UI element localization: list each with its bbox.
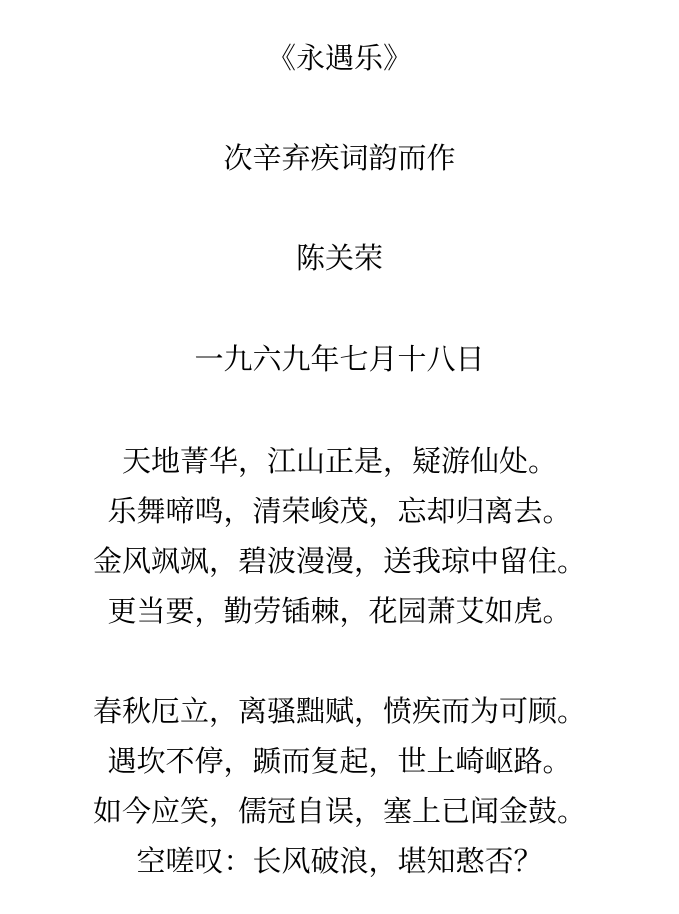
poem-line: 乐舞啼鸣，清荣峻茂，忘却归离去。 xyxy=(107,494,572,528)
poem-subtitle: 次辛弃疾词韵而作 xyxy=(223,141,456,175)
poem-line: 如今应笑，儒冠自误，塞上已闻金鼓。 xyxy=(92,794,586,828)
poem-line: 遇坎不停，踬而复起，世上崎岖路。 xyxy=(107,744,572,778)
poem-line: 金风飒飒，碧波漫漫，送我琼中留住。 xyxy=(92,544,586,578)
poem-line: 空嗟叹：长风破浪，堪知憨否？ xyxy=(136,844,543,878)
poem-line: 天地菁华，江山正是，疑游仙处。 xyxy=(121,444,557,478)
poem-title: 《永遇乐》 xyxy=(266,41,412,75)
poem-line: 更当要，勤劳锸棘，花园萧艾如虎。 xyxy=(107,594,572,628)
poem-line: 春秋厄立，离骚黜赋，愤疾而为可顾。 xyxy=(92,694,586,728)
poem-author: 陈关荣 xyxy=(295,241,383,275)
poem-date: 一九六九年七月十八日 xyxy=(194,342,485,376)
